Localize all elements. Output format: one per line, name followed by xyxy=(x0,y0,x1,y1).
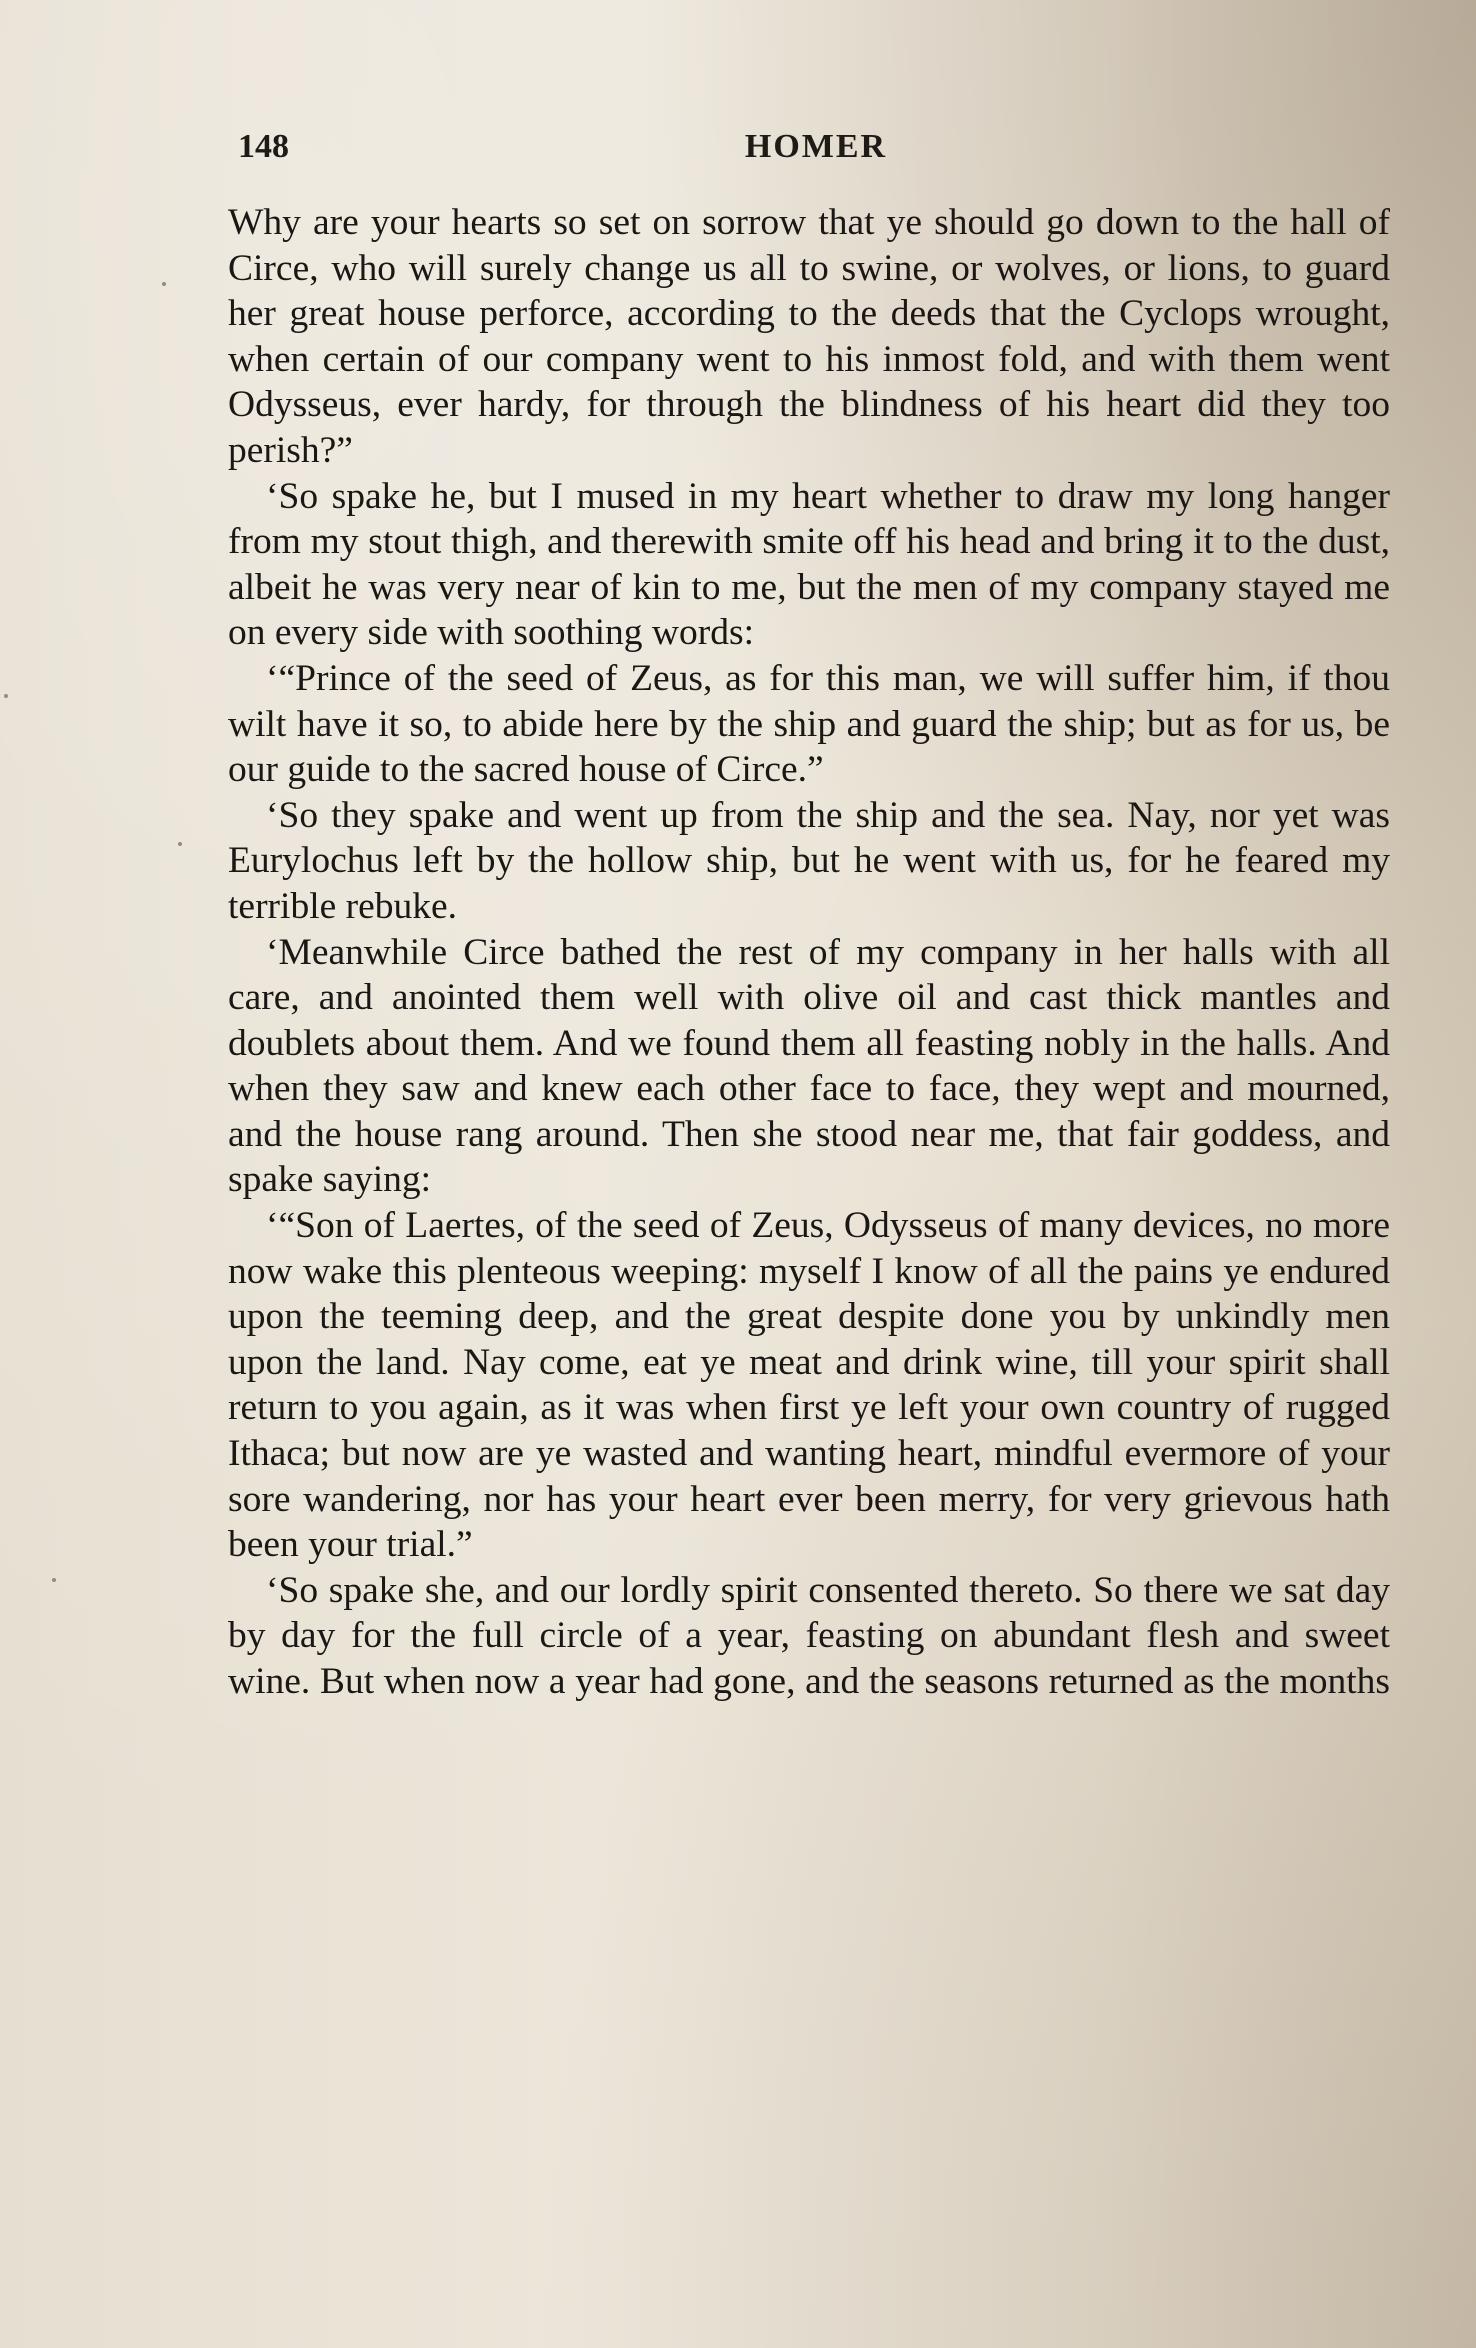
page-header xyxy=(238,128,1394,180)
paragraph: ‘So spake she, and our lordly spirit consented thereto. So there we sat day by day for the full circle of a year, feasting on abundant flesh and sweet wine. But when now a year had gone, and the seasons returned as the months xyxy=(228,1569,1390,1702)
paragraph: ‘“Son of Laertes, of the seed of Zeus, Odysseus of many devices, no more now wake this plenteous weeping: myself I know of all the pains ye endured upon the teeming deep, and the great despite done you by unkindly men upon the land. Nay come, eat ye meat and drink wine, till your spirit shall return to you again, as it was when first ye left your own country of rugged Ithaca; but now are ye wasted and wanting heart, mindful evermore of your sore wandering, nor has your heart ever been merry, for very grievous hath been your trial.” xyxy=(228,1205,1390,1566)
paper-speck xyxy=(4,694,8,698)
paper-speck xyxy=(162,282,166,286)
paper-speck xyxy=(52,1578,56,1582)
paper-speck xyxy=(178,842,182,846)
paragraph: ‘“Prince of the seed of Zeus, as for this man, we will suffer him, if thou wilt have it so, to abide here by the ship and guard the ship; but as for us, be our guide to the sacred house of Circe.” xyxy=(228,657,1390,791)
body-text xyxy=(228,200,1390,1705)
paragraph: ‘Meanwhile Circe bathed the rest of my company in her halls with all care, and anointed them well with olive oil and cast thick mantles and doublets about them. And we found them all feasting nobly in the halls. And when they saw and knew each other face to face, they wept and mourned, and the house rang around. Then she stood near me, that fair goddess, and spake saying: xyxy=(228,931,1390,1201)
running-head: HOMER xyxy=(744,128,888,165)
paragraph: Why are your hearts so set on sorrow that ye should go down to the hall of Circe, who will surely change us all to swine, or wolves, or lions, to guard her great house perforce, according to the deeds that the Cyclops wrought, when certain of our company went to his inmost fold, and with them went Odysseus, ever hardy, for through the blindness of his heart did they too perish?” xyxy=(228,202,1390,471)
page-number: 148 xyxy=(238,128,289,165)
paragraph: ‘So spake he, but I mused in my heart whether to draw my long hanger from my stout thigh, and therewith smite off his head and bring it to the dust, albeit he was very near of kin to me, but the men of my company stayed me on every side with soothing words: xyxy=(228,475,1390,654)
paragraph: ‘So they spake and went up from the ship and the sea. Nay, nor yet was Eurylochus left by the hollow ship, but he went with us, for he feared my terrible rebuke. xyxy=(228,794,1390,927)
